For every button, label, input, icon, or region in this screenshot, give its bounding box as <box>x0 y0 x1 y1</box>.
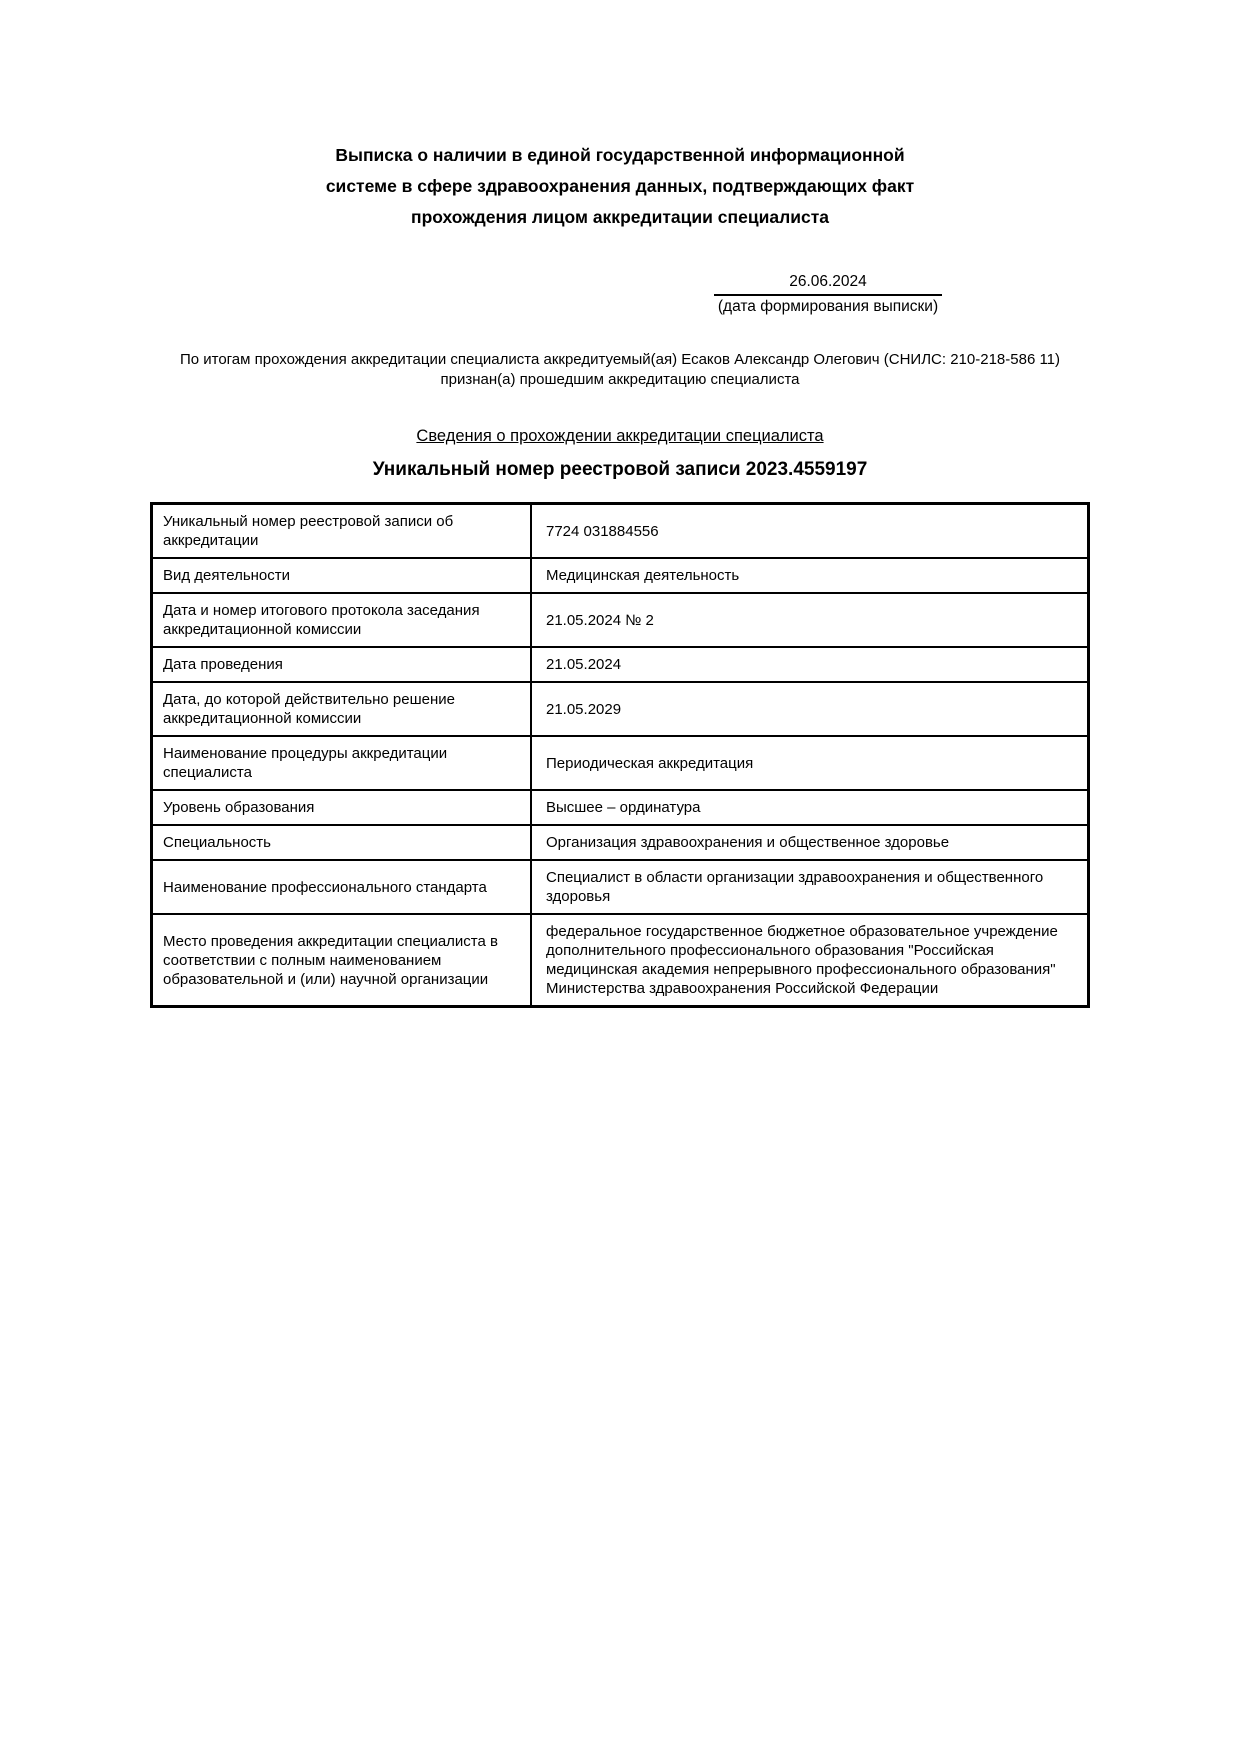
row-label-cell: Вид деятельности <box>152 558 531 593</box>
row-value-cell: Медицинская деятельность <box>531 558 1089 593</box>
table-row <box>152 825 1089 860</box>
table-row <box>152 647 1089 682</box>
registry-number-heading: Уникальный номер реестровой записи 2023.4559197 <box>372 459 868 480</box>
intro-line-2: признан(а) прошедшим аккредитацию специалиста <box>440 371 800 388</box>
document-title <box>150 140 1090 233</box>
table-row <box>152 593 1089 647</box>
row-label-cell: Дата проведения <box>152 647 531 682</box>
table-row <box>152 682 1089 736</box>
row-value-cell: 7724 031884556 <box>531 504 1089 559</box>
row-label-cell: Дата и номер итогового протокола заседания аккредитационной комиссии <box>152 593 531 647</box>
table-row <box>152 558 1089 593</box>
table-row <box>152 504 1089 559</box>
row-label-cell: Наименование процедуры аккредитации специалиста <box>152 736 531 790</box>
table-row <box>152 736 1089 790</box>
row-value-cell: Организация здравоохранения и общественное здоровье <box>531 825 1089 860</box>
row-value-cell: 21.05.2024 <box>531 647 1089 682</box>
intro-paragraph <box>150 350 1090 390</box>
row-label-cell: Уровень образования <box>152 790 531 825</box>
row-value-cell: Периодическая аккредитация <box>531 736 1089 790</box>
row-label-cell: Дата, до которой действительно решение аккредитационной комиссии <box>152 682 531 736</box>
table-row <box>152 914 1089 1007</box>
row-label-cell: Место проведения аккредитации специалиста в соответствии с полным наименованием образовательной и (или) научной организации <box>152 914 531 1007</box>
formation-date-value: 26.06.2024 <box>714 273 942 296</box>
section-heading: Сведения о прохождении аккредитации специалиста <box>416 427 824 445</box>
accreditation-table <box>150 502 1090 1008</box>
table-row <box>152 860 1089 914</box>
row-value-cell: 21.05.2029 <box>531 682 1089 736</box>
row-label-cell: Наименование профессионального стандарта <box>152 860 531 914</box>
formation-date-block <box>714 273 942 316</box>
row-value-cell: Специалист в области организации здравоохранения и общественного здоровья <box>531 860 1089 914</box>
row-label-cell: Специальность <box>152 825 531 860</box>
intro-line-1: По итогам прохождения аккредитации специалиста аккредитуемый(ая) Есаков Александр Олегович (СНИЛС: 210-218-586 11) <box>179 351 1061 368</box>
row-value-cell: Высшее – ординатура <box>531 790 1089 825</box>
row-label-cell: Уникальный номер реестровой записи об аккредитации <box>152 504 531 559</box>
row-value-cell: 21.05.2024 № 2 <box>531 593 1089 647</box>
table-row <box>152 790 1089 825</box>
document-title-line-3: прохождения лицом аккредитации специалиста <box>411 207 829 227</box>
row-value-cell: федеральное государственное бюджетное образовательное учреждение дополнительного профессионального образования "Российская медицинская академия непрерывного профессионального образования" Министерства здравоохранения Российской Федерации <box>531 914 1089 1007</box>
formation-date-caption: (дата формирования выписки) <box>717 298 939 315</box>
document-title-line-2: системе в сфере здравоохранения данных, подтверждающих факт <box>325 176 915 196</box>
document-title-line-1: Выписка о наличии в единой государственной информационной <box>335 145 905 165</box>
